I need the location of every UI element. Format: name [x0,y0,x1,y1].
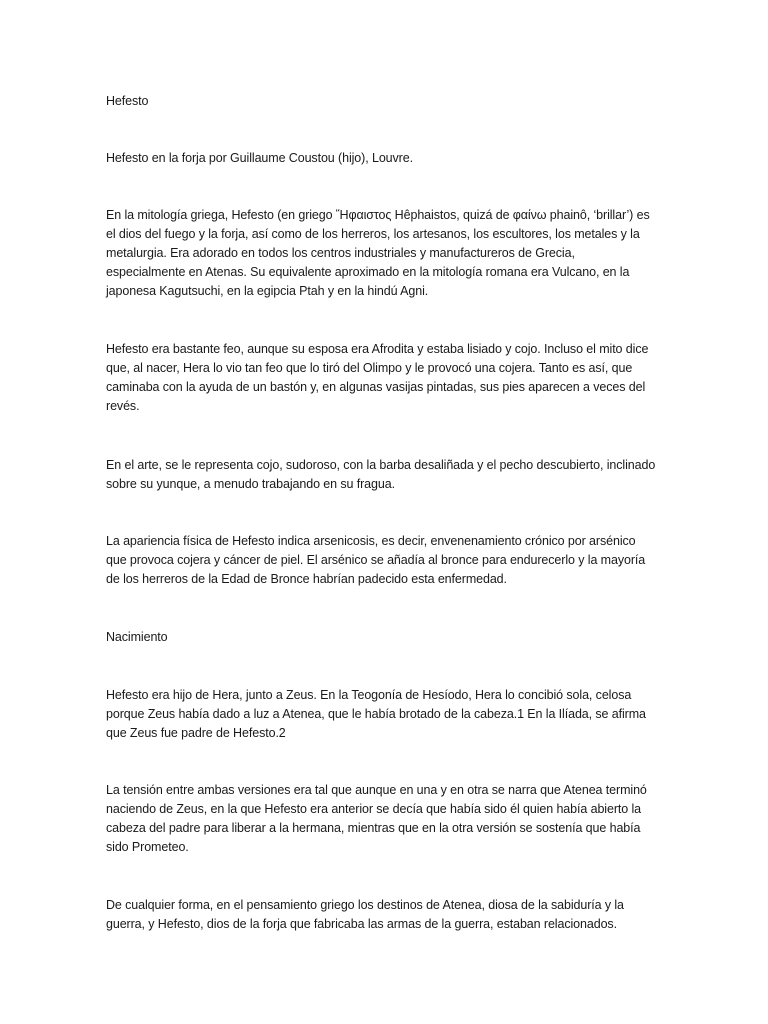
document-title: Hefesto [106,94,149,108]
paragraph-versions: La tensión entre ambas versiones era tal que aunque en una y en otra se narra que Atenea terminó naciendo de Zeus, en la que Hefesto era anterior se decía que había sido él quien había abierto la cabeza del padre para liberar a la hermana, mientras que en la otra versión se sostenía que había sido Prometeo. [106,783,647,854]
image-caption: Hefesto en la forja por Guillaume Coustou (hijo), Louvre. [106,151,413,165]
paragraph-appearance: Hefesto era bastante feo, aunque su esposa era Afrodita y estaba lisiado y cojo. Incluso el mito dice que, al nacer, Hera lo vio tan feo que lo tiró del Olimpo y le provocó una cojera. Tanto es así, que caminaba con la ayuda de un bastón y, en algunas vasijas pintadas, sus pies aparecen a veces del revés. [106,342,649,413]
paragraph-birth: Hefesto era hijo de Hera, junto a Zeus. En la Teogonía de Hesíodo, Hera lo concibió sola, celosa porque Zeus había dado a luz a Atenea, que le había brotado de la cabeza.1 En la Ilíada, se afirma que Zeus fue padre de Hefesto.2 [106,688,646,740]
paragraph-destinies: De cualquier forma, en el pensamiento griego los destinos de Atenea, diosa de la sabiduría y la guerra, y Hefesto, dios de la forja que fabricaba las armas de la guerra, estaban relacionados. [106,898,624,931]
paragraph-intro: En la mitología griega, Hefesto (en griego Ἥφαιστος Hêphaistos, quizá de φαίνω phainô, ‘brillar’) es el dios del fuego y la forja, así como de los herreros, los artesanos, los escultores, los metales y la metalurgia. Era adorado en todos los centros industriales y manufactureros de Grecia, especialmente en Atenas. Su equivalente aproximado en la mitología romana era Vulcano, en la japonesa Kagutsuchi, en la egipcia Ptah y en la hindú Agni. [106,208,650,298]
paragraph-art: En el arte, se le representa cojo, sudoroso, con la barba desaliñada y el pecho descubierto, inclinado sobre su yunque, a menudo trabajando en su fragua. [106,458,656,491]
section-heading-nacimiento: Nacimiento [106,630,168,644]
paragraph-arsenicosis: La apariencia física de Hefesto indica arsenicosis, es decir, envenenamiento crónico por arsénico que provoca cojera y cáncer de piel. El arsénico se añadía al bronce para endurecerlo y la mayoría de los herreros de la Edad de Bronce habrían padecido esta enfermedad. [106,534,646,586]
